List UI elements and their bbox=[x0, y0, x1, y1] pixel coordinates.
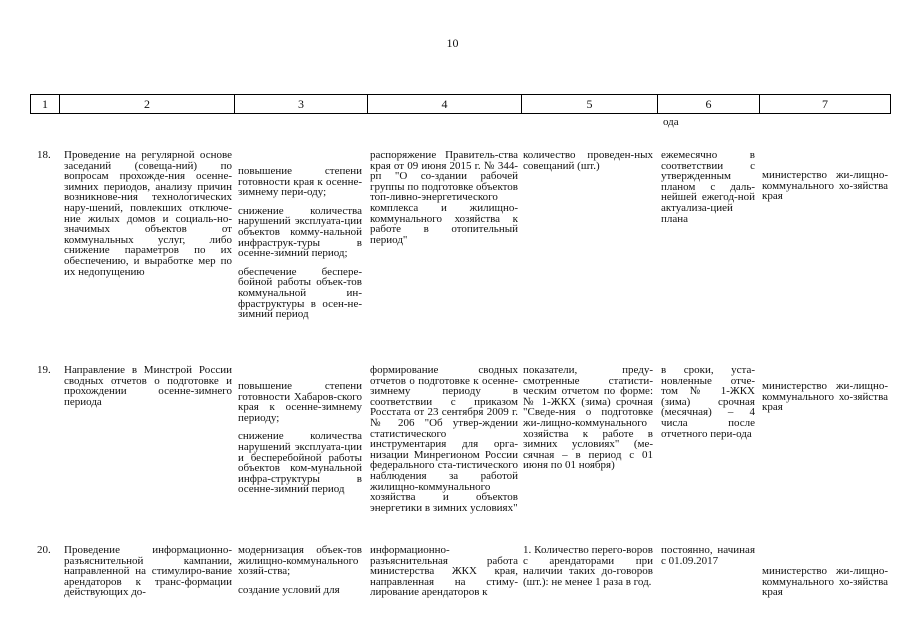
row-indicator: показатели, преду-смотренные статисти-ческим отчетом по форме: № 1-ЖКХ (зима) срочная "Сведе-ния о подготовке жи-лищно-коммунального хозяйства к работе в зимних условиях" (ме-сячная – в период с 01 июня по 01 ноября) bbox=[523, 364, 653, 472]
row-responsible: министерство жи-лищно-коммунального хо-зяйства края bbox=[762, 565, 888, 599]
row-event: Проведение на регулярной основе заседаний (совеща-ний) по вопросам прохожде-ния осенне-зимних периодов, анализу причин возникнове-ния технологических нару-шений, повлекших отключе-ние жилых домов и социаль-но-значимых объектов от коммунальных услуг, либо снижение параметров по их обеспечению, и выработке мер по их недопущению bbox=[64, 149, 232, 278]
row-basis: информационно-разъяснительная работа министерства ЖКХ края, направленная на стиму-лирование арендаторов к bbox=[370, 544, 518, 599]
header-col-6: 6 bbox=[658, 95, 760, 114]
header-col-5: 5 bbox=[522, 95, 658, 114]
row-number: 20. bbox=[37, 544, 51, 556]
row-indicator: количество проведен-ных совещаний (шт.) bbox=[523, 149, 653, 172]
row-basis: распоряжение Правитель-ства края от 09 июня 2015 г. № 344-рп "О со-здании рабочей группы по подготовке объектов топ-ливно-энергетического комплекса и жилищно-коммунального хозяйства к работе в отопительный период" bbox=[370, 149, 518, 246]
page-number: 10 bbox=[446, 36, 459, 50]
row-responsible: министерство жи-лищно-коммунального хо-зяйства края bbox=[762, 169, 888, 203]
result-item: модернизация объек-тов жилищно-коммунального хозяй-ства; bbox=[238, 544, 362, 578]
term-continuation: ода bbox=[663, 116, 679, 128]
result-item: обеспечение беспере-бойной работы объек-тов коммунальной ин-фраструктуры в осен-не-зимний период bbox=[238, 265, 362, 321]
row-number: 18. bbox=[37, 149, 51, 161]
row-responsible: министерство жи-лищно-коммунального хо-зяйства края bbox=[762, 380, 888, 414]
result-item: снижение количества нарушений эксплуата-ции и бесперебойной работы объектов ком-мунальной инфра-структуры в осенне-зимний период bbox=[238, 430, 362, 496]
row-results bbox=[238, 545, 362, 595]
row-results bbox=[238, 166, 362, 320]
row-basis: формирование сводных отчетов о подготовке к осенне-зимнему периоду в соответствии с приказом Росстата от 23 сентября 2009 г. № 206 "Об утвер-ждении статистического инструментария для орга-низации Минрегионом России федерального ста-тистического наблюдения за работой жилищно-коммунального хозяйства и объектов энергетики в зимних условиях" bbox=[370, 364, 518, 514]
row-results bbox=[238, 381, 362, 495]
row-event: Проведение информационно-разъяснительной кампании, направленной на стимулиро-вание арендаторов к транс-формации действующих до- bbox=[64, 544, 232, 599]
result-item: создание условий для bbox=[238, 583, 340, 596]
header-col-2: 2 bbox=[60, 95, 235, 114]
row-event: Направление в Минстрой России сводных отчетов о подготовке и прохождении осенне-зимнего периода bbox=[64, 364, 232, 408]
result-item: снижение количества нарушений эксплуата-ции объектов комму-нальной инфраструк-туры в осенне-зимний период; bbox=[238, 204, 362, 260]
header-col-4: 4 bbox=[368, 95, 522, 114]
column-number-header bbox=[30, 94, 891, 114]
row-indicator: 1. Количество перего-воров с арендаторами при наличии таких до-говоров (шт.): не менее 1 раза в год. bbox=[523, 544, 653, 588]
row-term: в сроки, уста-новленные отче-том № 1-ЖКХ (зима) срочная (месячная) – 4 числа после отчетного пери-ода bbox=[661, 364, 755, 440]
header-col-3: 3 bbox=[235, 95, 368, 114]
row-number: 19. bbox=[37, 364, 51, 376]
result-item: повышение степени готовности края к осенне-зимнему пери-оду; bbox=[238, 165, 362, 199]
header-col-7: 7 bbox=[760, 95, 891, 114]
header-col-1: 1 bbox=[31, 95, 60, 114]
row-term: ежемесячно в соответствии с утвержденным планом с даль-нейшей ежегод-ной актуализа-цией плана bbox=[661, 149, 755, 225]
row-term: постоянно, начиная с 01.09.2017 bbox=[661, 544, 755, 567]
result-item: повышение степени готовности Хабаров-ского края к осенне-зимнему периоду; bbox=[238, 380, 362, 424]
